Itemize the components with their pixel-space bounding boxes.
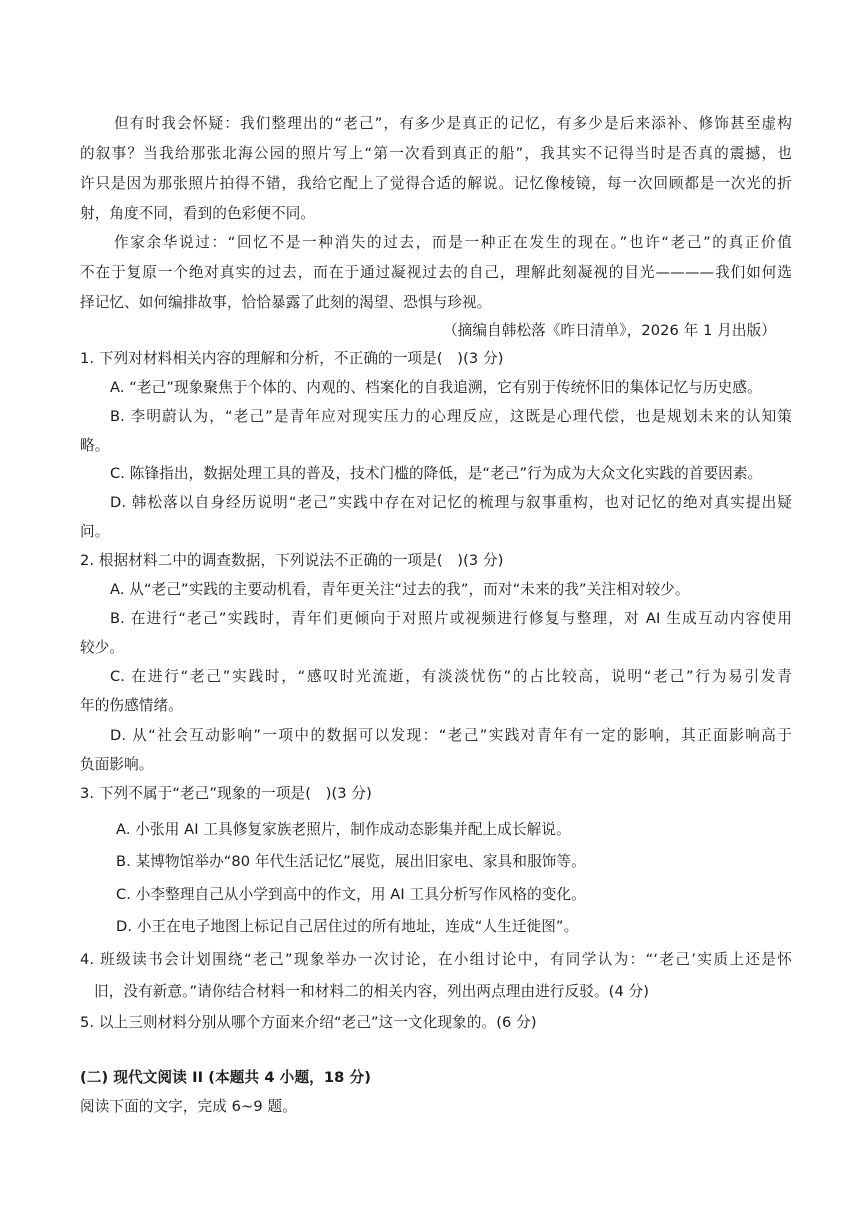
question-4-line-1: 4. 班级读书会计划围绕“老己”现象举办一次讨论，在小组讨论中，有同学认为：“‘老己’实质上还是怀 bbox=[80, 951, 792, 968]
question-3-stem: 3. 下列不属于“老己”现象的一项是( )(3 分) bbox=[80, 785, 372, 802]
question-4-line-2: 旧，没有新意。”请你结合材料一和材料二的相关内容，列出两点理由进行反驳。(4 分) bbox=[94, 983, 650, 1000]
paragraph-1-line-2: 的叙事？当我给那张北海公园的照片写上“第一次看到真正的船”，我其实不记得当时是否真的震撼，也 bbox=[80, 145, 792, 162]
paragraph-2-line-1: 作家余华说过：“回忆不是一种消失的过去，而是一种正在发生的现在。”也许“老己”的真正价值 bbox=[114, 234, 792, 251]
question-3-option-d: D. 小王在电子地图上标记自己居住过的所有地址，连成“人生迁徙图”。 bbox=[116, 918, 579, 935]
question-3-option-b: B. 某博物馆举办“80 年代生活记忆”展览，展出旧家电、家具和服饰等。 bbox=[116, 853, 586, 870]
question-5-stem: 5. 以上三则材料分别从哪个方面来介绍“老己”这一文化现象的。(6 分) bbox=[80, 1014, 537, 1031]
source-note: （摘编自韩松落《昨日清单》，2026 年 1 月出版） bbox=[442, 322, 776, 339]
question-1-option-b-line-1: B. 李明蔚认为，“老己”是青年应对现实压力的心理反应，这既是心理代偿，也是规划未来的认知策 bbox=[110, 408, 792, 425]
question-2-option-d-line-1: D. 从“社会互动影响”一项中的数据可以发现：“老己”实践对青年有一定的影响，其正面影响高于 bbox=[110, 727, 792, 744]
question-1-option-d-line-2: 问。 bbox=[80, 523, 110, 540]
paragraph-1-line-3: 许只是因为那张照片拍得不错，我给它配上了觉得合适的解说。记忆像棱镜，每一次回顾都是一次光的折 bbox=[80, 175, 792, 192]
paragraph-1-line-1: 但有时我会怀疑：我们整理出的“老己”，有多少是真正的记忆，有多少是后来添补、修饰甚至虚构 bbox=[114, 115, 792, 132]
question-1-option-d-line-1: D. 韩松落以自身经历说明“老己”实践中存在对记忆的梳理与叙事重构，也对记忆的绝对真实提出疑 bbox=[110, 494, 792, 511]
question-2-option-a: A. 从“老己”实践的主要动机看，青年更关注“过去的我”，而对“未来的我”关注相对较少。 bbox=[110, 581, 690, 598]
question-3-option-c: C. 小李整理自己从小学到高中的作文，用 AI 工具分析写作风格的变化。 bbox=[116, 886, 586, 903]
question-2-option-d-line-2: 负面影响。 bbox=[80, 756, 154, 773]
question-3-option-a: A. 小张用 AI 工具修复家族老照片，制作成动态影集并配上成长解说。 bbox=[116, 821, 571, 838]
question-1-option-a: A. “老己”现象聚焦于个体的、内观的、档案化的自我追溯，它有别于传统怀旧的集体记忆与历史感。 bbox=[110, 379, 762, 396]
question-1-option-b-line-2: 略。 bbox=[80, 437, 110, 454]
question-1-stem: 1. 下列对材料相关内容的理解和分析，不正确的一项是( )(3 分) bbox=[80, 350, 504, 367]
section-two-heading: (二) 现代文阅读 II (本题共 4 小题，18 分) bbox=[80, 1069, 372, 1086]
section-two-instruction: 阅读下面的文字，完成 6~9 题。 bbox=[80, 1098, 297, 1115]
paragraph-1-line-4: 射，角度不同，看到的色彩便不同。 bbox=[80, 205, 316, 222]
question-2-option-b-line-1: B. 在进行“老己”实践时，青年们更倾向于对照片或视频进行修复与整理，对 AI 生成互动内容使用 bbox=[110, 610, 792, 627]
question-2-stem: 2. 根据材料二中的调查数据，下列说法不正确的一项是( )(3 分) bbox=[80, 552, 504, 569]
question-2-option-b-line-2: 较少。 bbox=[80, 639, 125, 656]
question-2-option-c-line-1: C. 在进行“老己”实践时，“感叹时光流逝，有淡淡忧伤”的占比较高，说明“老己”行为易引发青 bbox=[110, 668, 792, 685]
paragraph-2-line-3: 择记忆、如何编排故事，恰恰暴露了此刻的渴望、恐惧与珍视。 bbox=[80, 294, 492, 311]
question-2-option-c-line-2: 年的伤感情绪。 bbox=[80, 697, 183, 714]
paragraph-2-line-2: 不在于复原一个绝对真实的过去，而在于通过凝视过去的自己，理解此刻凝视的目光————我们如何选 bbox=[80, 264, 792, 281]
question-1-option-c: C. 陈锋指出，数据处理工具的普及，技术门槛的降低，是“老己”行为成为大众文化实践的首要因素。 bbox=[110, 465, 763, 482]
